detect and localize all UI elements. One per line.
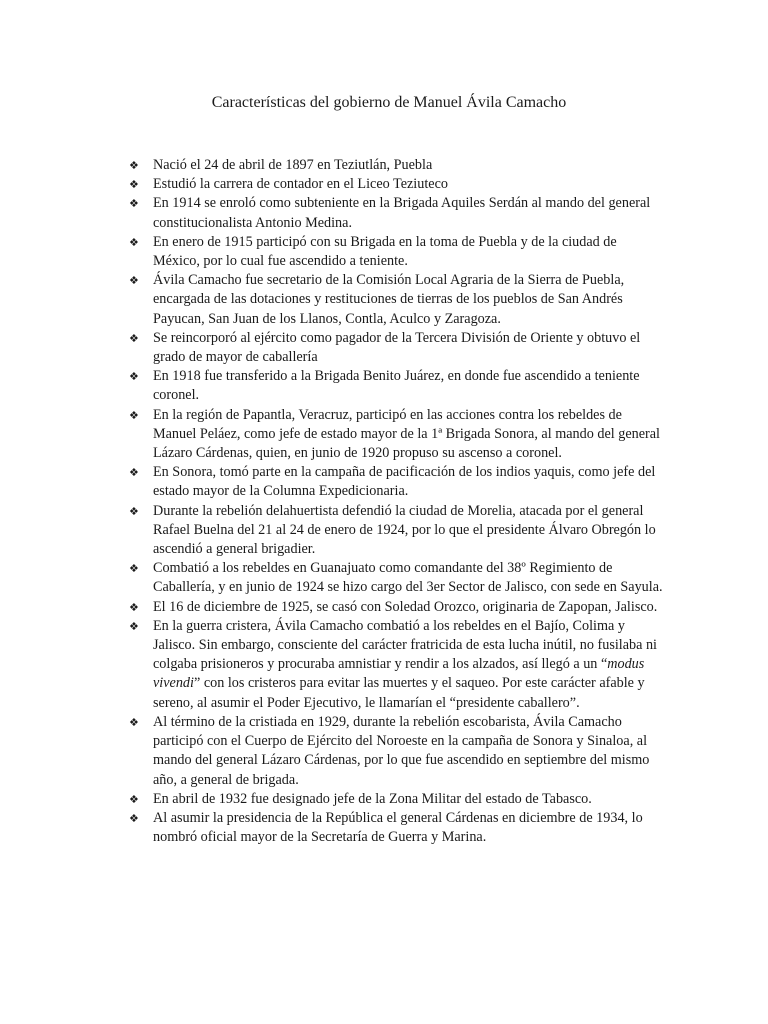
diamond-bullet-icon: ❖: [129, 274, 139, 288]
list-item-text: Se reincorporó al ejército como pagador de la Tercera División de Oriente y obtuvo el grado de mayor de caballería: [153, 329, 641, 366]
list-item: [128, 713, 664, 790]
list-item-text: [153, 617, 664, 713]
diamond-bullet-icon: ❖: [129, 178, 139, 192]
list-item: [128, 598, 664, 617]
list-item: [128, 175, 664, 194]
list-item-text: En 1914 se enroló como subteniente en la Brigada Aquiles Serdán al mando del general constitucionalista Antonio Medina.: [153, 195, 651, 231]
italic-phrase: modus vivendi: [153, 656, 645, 692]
list-item: [128, 271, 664, 329]
diamond-bullet-icon: ❖: [129, 811, 139, 825]
list-item: [128, 790, 664, 809]
list-item: [128, 617, 664, 713]
diamond-bullet-icon: ❖: [129, 197, 139, 211]
diamond-bullet-icon: ❖: [129, 619, 139, 633]
list-item: [128, 463, 664, 501]
diamond-bullet-icon: ❖: [129, 504, 139, 518]
list-item: [128, 809, 664, 847]
diamond-bullet-icon: ❖: [129, 792, 139, 806]
list-item: [128, 559, 664, 597]
list-item-text-before: En la guerra cristera, Ávila Camacho combatió a los rebeldes en el Bajío, Colima y Jalisco. Sin embargo, consciente del carácter fratricida de esta lucha inútil, no fusilaba ni colgaba prisioneros y procuraba amnistiar y rendir a los alzados, así llegó a un “: [153, 617, 657, 673]
list-item-text: En abril de 1932 fue designado jefe de la Zona Militar del estado de Tabasco.: [153, 790, 592, 807]
list-item: [128, 367, 664, 405]
diamond-bullet-icon: ❖: [129, 600, 139, 614]
list-item: [128, 502, 664, 560]
list-item-text: Estudió la carrera de contador en el Liceo Teziuteco: [153, 176, 448, 193]
diamond-bullet-icon: ❖: [129, 408, 139, 422]
bullet-list: [128, 156, 664, 847]
list-item-text: Nació el 24 de abril de 1897 en Teziutlán, Puebla: [153, 157, 433, 173]
list-item: [128, 194, 664, 232]
diamond-bullet-icon: ❖: [129, 331, 139, 345]
diamond-bullet-icon: ❖: [129, 370, 139, 384]
diamond-bullet-icon: ❖: [129, 235, 139, 249]
diamond-bullet-icon: ❖: [129, 715, 139, 729]
list-item-text: En 1918 fue transferido a la Brigada Benito Juárez, en donde fue ascendido a teniente coronel.: [153, 368, 640, 404]
list-item-text: En la región de Papantla, Veracruz, participó en las acciones contra los rebeldes de Manuel Peláez, como jefe de estado mayor de la 1ª Brigada Sonora, al mando del general Lázaro Cárdenas, quien, en junio de 1920 propuso su ascenso a coronel.: [153, 406, 660, 462]
list-item: [128, 233, 664, 271]
list-item-text: Al término de la cristiada en 1929, durante la rebelión escobarista, Ávila Camacho participó con el Cuerpo de Ejército del Noroeste en la campaña de Sonora y Sinaloa, al mando del general Lázaro Cárdenas, por lo que fue ascendido en septiembre del mismo año, a general de brigada.: [153, 713, 650, 788]
diamond-bullet-icon: ❖: [129, 159, 139, 172]
list-item-text-after: ” con los cristeros para evitar las muertes y el saqueo. Por este carácter afable y sereno, al asumir el Poder Ejecutivo, le llamarían el “presidente caballero”.: [153, 675, 645, 711]
list-item-text: Al asumir la presidencia de la República el general Cárdenas en diciembre de 1934, lo nombró oficial mayor de la Secretaría de Guerra y Marina.: [153, 809, 643, 846]
diamond-bullet-icon: ❖: [129, 562, 139, 576]
list-item-text: Durante la rebelión delahuertista defendió la ciudad de Morelia, atacada por el general Rafael Buelna del 21 al 24 de enero de 1924, por lo que el presidente Álvaro Obregón lo ascendió a general brigadier.: [153, 502, 656, 558]
list-item: [128, 156, 664, 175]
list-item-text: El 16 de diciembre de 1925, se casó con Soledad Orozco, originaria de Zapopan, Jalisco.: [153, 598, 658, 615]
list-item-text: En enero de 1915 participó con su Brigada en la toma de Puebla y de la ciudad de México, por lo cual fue ascendido a teniente.: [153, 233, 617, 270]
list-item-text: En Sonora, tomó parte en la campaña de pacificación de los indios yaquis, como jefe del estado mayor de la Columna Expedicionaria.: [153, 464, 656, 500]
list-item-text: Ávila Camacho fue secretario de la Comisión Local Agraria de la Sierra de Puebla, encargada de las dotaciones y restituciones de tierras de los pueblos de San Andrés Payucan, San Juan de los Llanos, Contla, Aculco y Zaragoza.: [153, 272, 625, 327]
list-item: [128, 406, 664, 464]
list-item: [128, 329, 664, 367]
list-item-text: Combatió a los rebeldes en Guanajuato como comandante del 38º Regimiento de Caballería, y en junio de 1924 se hizo cargo del 3er Sector de Jalisco, con sede en Sayula.: [153, 560, 663, 596]
document-title: Características del gobierno de Manuel Ávila Camacho: [211, 94, 567, 111]
diamond-bullet-icon: ❖: [129, 466, 139, 480]
